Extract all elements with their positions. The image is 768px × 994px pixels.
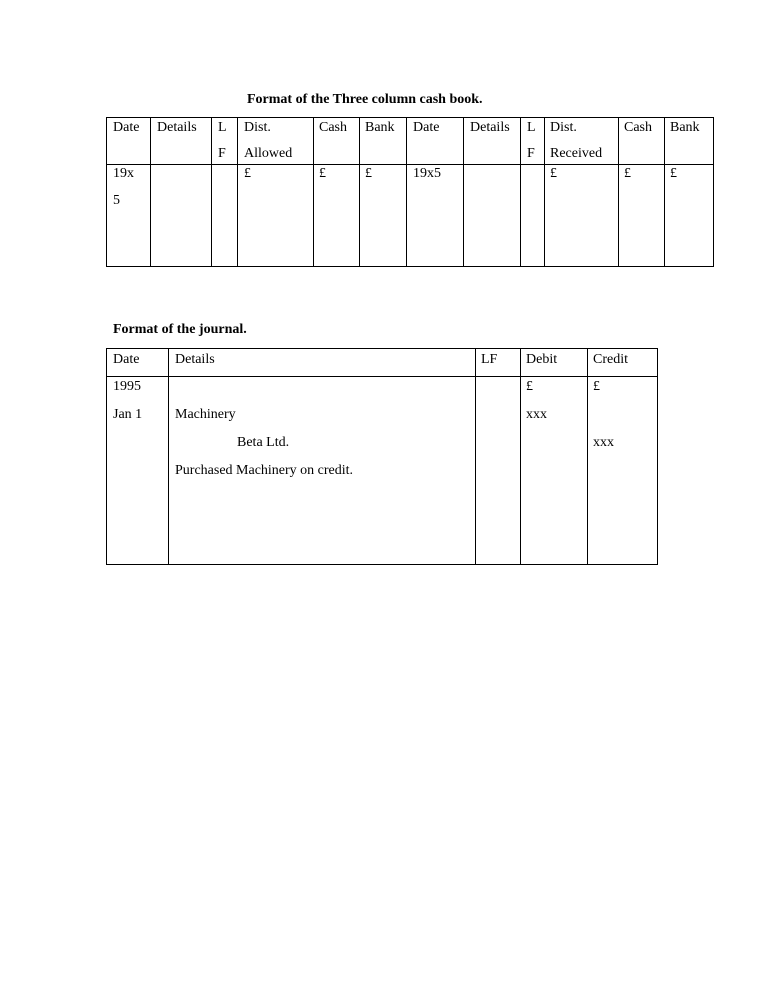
cashbook-header-date-right: Date	[413, 120, 440, 135]
journal-header-divider	[107, 376, 657, 377]
journal-title: Format of the journal.	[113, 322, 247, 337]
journal-date: Jan 1	[113, 407, 143, 422]
cashbook-column-divider	[211, 118, 212, 266]
cashbook-title: Format of the Three column cash book.	[247, 92, 483, 107]
cashbook-header-divider	[107, 164, 713, 165]
cashbook-column-divider	[618, 118, 619, 266]
cashbook-cash-left-currency: £	[319, 166, 326, 181]
journal-table	[106, 348, 658, 565]
cashbook-header-lf-left-line2: F	[218, 146, 226, 161]
cashbook-header-lf-right-line1: L	[527, 120, 536, 135]
cashbook-header-discount-received-line1: Dist.	[550, 120, 577, 135]
cashbook-discount-allowed-currency: £	[244, 166, 251, 181]
journal-column-divider	[520, 349, 521, 564]
cashbook-header-discount-allowed-line2: Allowed	[244, 146, 293, 161]
cashbook-bank-right-currency: £	[670, 166, 677, 181]
cashbook-header-lf-right-line2: F	[527, 146, 535, 161]
cashbook-header-cash-right: Cash	[624, 120, 652, 135]
journal-column-divider	[168, 349, 169, 564]
cashbook-header-discount-received-line2: Received	[550, 146, 603, 161]
cashbook-column-divider	[463, 118, 464, 266]
journal-header-credit: Credit	[593, 352, 628, 367]
journal-debit-amount: xxx	[526, 407, 547, 422]
journal-credit-account: Beta Ltd.	[237, 435, 290, 450]
cashbook-header-cash-left: Cash	[319, 120, 347, 135]
cashbook-header-details-right: Details	[470, 120, 510, 135]
cashbook-column-divider	[237, 118, 238, 266]
cashbook-date-left-line1: 19x	[113, 166, 134, 181]
journal-credit-currency: £	[593, 379, 600, 394]
cashbook-header-bank-right: Bank	[670, 120, 700, 135]
cashbook-date-left-line2: 5	[113, 193, 120, 208]
cashbook-column-divider	[313, 118, 314, 266]
cashbook-column-divider	[664, 118, 665, 266]
journal-header-details: Details	[175, 352, 215, 367]
journal-column-divider	[587, 349, 588, 564]
journal-narration: Purchased Machinery on credit.	[175, 463, 354, 478]
journal-header-lf: LF	[481, 352, 498, 367]
cashbook-header-date-left: Date	[113, 120, 140, 135]
cashbook-bank-left-currency: £	[365, 166, 372, 181]
journal-year: 1995	[113, 379, 141, 394]
cashbook-header-details-left: Details	[157, 120, 197, 135]
cashbook-column-divider	[150, 118, 151, 266]
cashbook-discount-received-currency: £	[550, 166, 557, 181]
journal-column-divider	[475, 349, 476, 564]
journal-header-date: Date	[113, 352, 140, 367]
cashbook-table	[106, 117, 714, 267]
cashbook-header-bank-left: Bank	[365, 120, 395, 135]
cashbook-column-divider	[520, 118, 521, 266]
cashbook-header-lf-left-line1: L	[218, 120, 227, 135]
cashbook-date-right: 19x5	[413, 166, 441, 181]
cashbook-header-discount-allowed-line1: Dist.	[244, 120, 271, 135]
journal-header-debit: Debit	[526, 352, 558, 367]
journal-debit-currency: £	[526, 379, 533, 394]
cashbook-cash-right-currency: £	[624, 166, 631, 181]
cashbook-column-divider	[359, 118, 360, 266]
journal-credit-amount: xxx	[593, 435, 614, 450]
cashbook-column-divider	[406, 118, 407, 266]
journal-debit-account: Machinery	[175, 407, 236, 422]
cashbook-column-divider	[544, 118, 545, 266]
